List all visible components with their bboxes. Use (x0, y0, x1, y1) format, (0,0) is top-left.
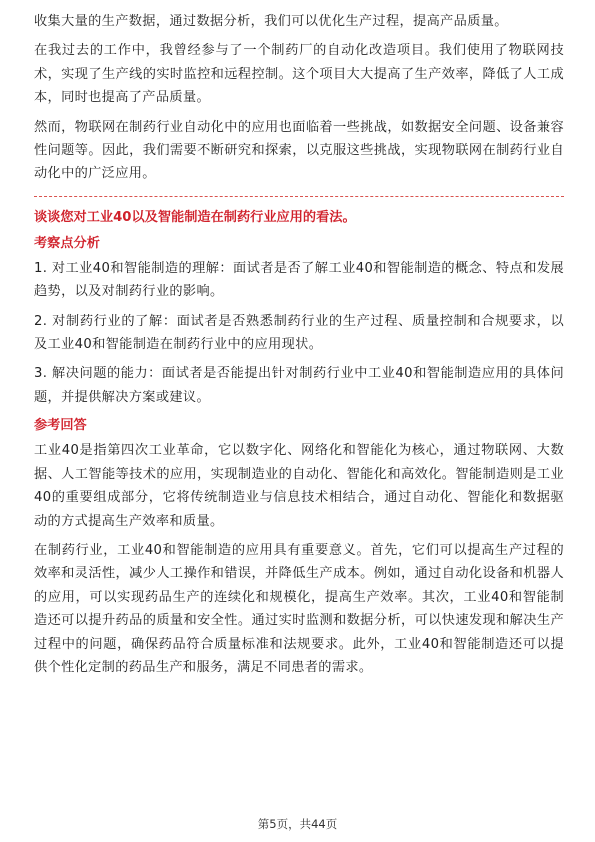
analysis-section (34, 233, 564, 409)
answer-heading: 参考回答 (34, 418, 87, 434)
analysis-point: 3. 解决问题的能力：面试者是否能提出针对制药行业中工业40和智能制造应用的具体问题，并提供解决方案或建议。 (34, 366, 564, 405)
intro-paragraph: 然而，物联网在制药行业自动化中的应用也面临着一些挑战，如数据安全问题、设备兼容性问题等。因此，我们需要不断研究和探索，以克服这些挑战，实现物联网在制药行业自动化中的广泛应用。 (34, 119, 564, 182)
answer-paragraph: 在制药行业，工业40和智能制造的应用具有重要意义。首先，它们可以提高生产过程的效率和灵活性，减少人工操作和错误，并降低生产成本。例如，通过自动化设备和机器人的应用，可以实现药品生产的连续化和规模化，提高生产效率。其次，工业40和智能制造还可以提升药品的质量和安全性。通过实时监测和数据分析，可以快速发现和解决生产过程中的问题，确保药品符合质量标准和法规要求。此外，工业40和智能制造还可以提供个性化定制的药品生产和服务，满足不同患者的需求。 (34, 542, 564, 675)
page-number: 第5页，共44页 (257, 817, 338, 831)
answer-section (34, 415, 564, 679)
document-page (34, 10, 564, 685)
analysis-heading: 考察点分析 (34, 235, 100, 251)
section-divider (34, 196, 564, 197)
intro-paragraph: 在我过去的工作中，我曾经参与了一个制药厂的自动化改造项目。我们使用了物联网技术，实现了生产线的实时监控和远程控制。这个项目大大提高了生产效率，降低了人工成本，同时也提高了产品质量。 (34, 43, 564, 106)
question-title: 谈谈您对工业40以及智能制造在制药行业应用的看法。 (34, 209, 356, 225)
analysis-point: 2. 对制药行业的了解：面试者是否熟悉制药行业的生产过程、质量控制和合规要求，以及工业40和智能制造在制药行业中的应用现状。 (34, 313, 564, 353)
intro-paragraph: 收集大量的生产数据，通过数据分析，我们可以优化生产过程，提高产品质量。 (34, 14, 508, 29)
intro-section (34, 10, 564, 186)
answer-paragraph: 工业40是指第四次工业革命，它以数字化、网络化和智能化为核心，通过物联网、大数据、人工智能等技术的应用，实现制造业的自动化、智能化和高效化。智能制造则是工业40的重要组成部分，它将传统制造业与信息技术相结合，通过自动化、智能化和数据驱动的方式提高生产效率和质量。 (34, 443, 564, 529)
analysis-point: 1. 对工业40和智能制造的理解：面试者是否了解工业40和智能制造的概念、特点和发展趋势，以及对制药行业的影响。 (34, 260, 564, 300)
